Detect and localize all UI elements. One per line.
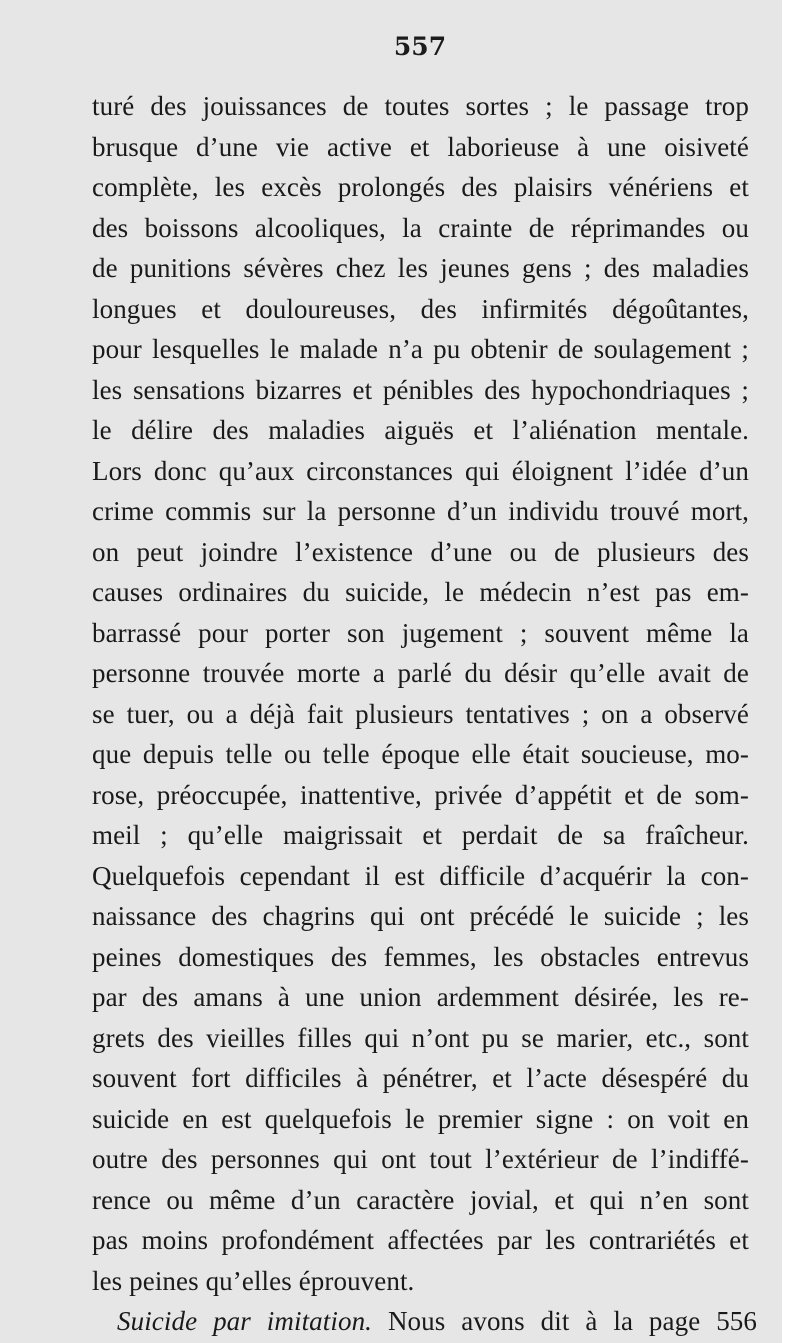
text-line: barrassé pour porter son jugement ; souvent même la xyxy=(92,617,749,648)
text-line: se tuer, ou a déjà fait plusieurs tentatives ; on a observé xyxy=(92,698,749,729)
text-line: souvent fort difficiles à pénétrer, et l’acte désespéré du xyxy=(92,1063,749,1093)
text-line: par des amans à une union ardemment désirée, les re- xyxy=(92,982,749,1012)
text-line: pour lesquelles le malade n’a pu obtenir de soulagement ; xyxy=(92,334,749,364)
page-margin xyxy=(782,0,800,1343)
text-line: grets des vieilles filles qui n’ont pu se marier, etc., sont xyxy=(92,1022,749,1053)
text-line: outre des personnes qui ont tout l’extérieur de l’indiffé- xyxy=(92,1144,749,1174)
body-text xyxy=(92,86,757,1342)
text-line: crime commis sur la personne d’un individu trouvé mort, xyxy=(92,496,749,526)
text-line: rence ou même d’un caractère jovial, et qui n’en sont xyxy=(92,1184,749,1215)
text-line: de punitions sévères chez les jeunes gens ; des maladies xyxy=(92,253,749,283)
text-line: on peut joindre l’existence d’une ou de plusieurs des xyxy=(92,536,749,567)
text-line: longues et douloureuses, des infirmités dégoûtantes, xyxy=(92,293,749,324)
text-line: que depuis telle ou telle époque elle était soucieuse, mo- xyxy=(92,739,749,769)
section-heading-line xyxy=(117,1301,757,1342)
text-line: brusque d’une vie active et laborieuse à une oisiveté xyxy=(92,131,749,162)
text-line: naissance des chagrins qui ont précédé le suicide ; les xyxy=(92,901,749,931)
text-line: Quelquefois cependant il est difficile d’acquérir la con- xyxy=(92,860,749,891)
text-line: les sensations bizarres et pénibles des hypochondriaques ; xyxy=(92,374,749,405)
section-text: Nous avons dit à la page 556 xyxy=(387,1306,757,1336)
text-line: peines domestiques des femmes, les obstacles entrevus xyxy=(92,941,749,972)
section-title: Suicide par imitation. xyxy=(117,1306,373,1336)
text-line: le délire des maladies aiguës et l’aliénation mentale. xyxy=(92,415,749,445)
text-line: complète, les excès prolongés des plaisirs vénériens et xyxy=(92,172,749,202)
text-line: Lors donc qu’aux circonstances qui éloignent l’idée d’un xyxy=(92,455,749,486)
page-number: 557 xyxy=(393,32,447,61)
text-line: les peines qu’elles éprouvent. xyxy=(92,1265,415,1296)
text-line: meil ; qu’elle maigrissait et perdait de sa fraîcheur. xyxy=(92,820,749,850)
text-line: turé des jouissances de toutes sortes ; le passage trop xyxy=(92,91,749,121)
text-line: des boissons alcooliques, la crainte de réprimandes ou xyxy=(92,212,749,243)
text-line: pas moins profondément affectées par les contrariétés et xyxy=(92,1225,749,1255)
text-line: causes ordinaires du suicide, le médecin n’est pas em- xyxy=(92,577,749,607)
text-line: personne trouvée morte a parlé du désir qu’elle avait de xyxy=(92,658,749,688)
text-line: suicide en est quelquefois le premier signe : on voit en xyxy=(92,1103,749,1134)
text-line: rose, préoccupée, inattentive, privée d’appétit et de som- xyxy=(92,779,749,810)
